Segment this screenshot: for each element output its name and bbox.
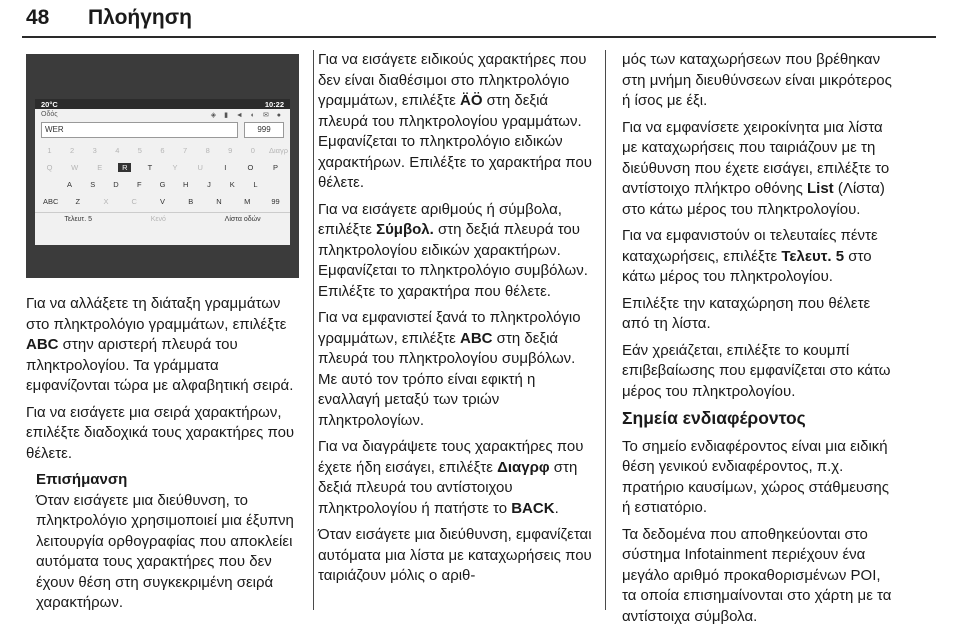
page-title: Πλοήγηση — [88, 6, 192, 29]
header-rule — [22, 36, 936, 38]
house-number-input[interactable]: 999 — [244, 122, 284, 138]
column-divider-2 — [605, 50, 606, 610]
key-5[interactable]: 5 — [137, 146, 142, 155]
key-9[interactable]: 9 — [228, 146, 233, 155]
key-διαγρ[interactable]: Διαγρ — [268, 146, 288, 155]
key-4[interactable]: 4 — [115, 146, 120, 155]
key-s[interactable]: S — [90, 180, 96, 189]
paragraph: μός των καταχωρήσεων που βρέθηκαν στη μνήμη διευθύνσεων είναι μικρότερος ή ίσος με έξι. — [622, 51, 892, 109]
column-2 — [318, 50, 596, 593]
note-body: Όταν εισάγετε μια διεύθυνση, το πληκτρολόγιο χρησιμοποιεί μια έξυπνη λειτουργία ορθογραφίας που αποκλείει αυτόματα τους χαρακτήρες που δεν έχουν θέση στη συγκεκριμένη σειρά χαρακτήρων. — [36, 491, 294, 611]
key-row-3 — [35, 193, 290, 210]
dest-label: Οδός — [41, 111, 58, 118]
key-g[interactable]: G — [159, 180, 166, 189]
paragraph: Τα δεδομένα που αποθηκεύονται στο σύστημα Infotainment περιέχουν ένα μεγάλο αριθμό προκαθορισμένων POI, τα οποία επισημαίνονται στο χάρτη με τα αντίστοιχα σύμβολα. — [622, 525, 892, 625]
key-e[interactable]: E — [97, 163, 103, 172]
key-row-1 — [35, 159, 290, 176]
paragraph: Το σημείο ενδιαφέροντος είναι μια ειδική θέση γενικού ενδιαφέροντος, π.χ. πρατήριο καυσίμων, χώρος στάθμευσης ή εστιατόριο. — [622, 437, 889, 516]
key-7[interactable]: 7 — [182, 146, 188, 155]
last-five-button[interactable]: Τελευτ. 5 — [64, 215, 92, 223]
key-r[interactable]: R — [118, 163, 131, 172]
key-q[interactable]: Q — [46, 163, 53, 172]
column-1 — [26, 294, 300, 614]
key-f[interactable]: F — [136, 180, 142, 189]
space-button[interactable]: Κενό — [150, 215, 166, 223]
key-y[interactable]: Y — [172, 163, 178, 172]
number-key-row — [35, 142, 290, 159]
column-divider-1 — [313, 50, 314, 610]
input-row — [41, 122, 284, 138]
key-h[interactable]: H — [183, 180, 189, 189]
key-z[interactable]: Z — [75, 197, 81, 206]
key-a[interactable]: A — [66, 180, 72, 189]
paragraph: Για να εισάγετε αριθμούς ή σύμβολα, επιλέξτε Σύμβολ. στη δεξιά πλευρά του πληκτρολογίου ειδικών χαρακτήρων. Εμφανίζεται το πληκτρολόγιο συμβόλων. Επιλέξτε το χαρακτήρα που θέλετε. — [318, 200, 588, 300]
paragraph: Για να εμφανίσετε χειροκίνητα μια λίστα με καταχωρήσεις που ταιριάζουν με τη διεύθυνση που έχετε εισάγει, επιλέξτε το αντίστοιχο πλήκτρο οθόνης List (Λίστα) στο κάτω μέρος του πληκτρολογίου. — [622, 118, 890, 218]
paragraph: Για να εισάγετε ειδικούς χαρακτήρες που δεν είναι διαθέσιμοι στο πληκτρολόγιο γραμμάτων, επιλέξτε ÄÖ στη δεξιά πλευρά του πληκτρολογίου γραμμάτων. Εμφανίζεται το πληκτρολόγιο ειδικών χαρακτήρων. Επιλέξτε το χαρακτήρα που θέλετε. — [318, 51, 592, 191]
status-bar — [35, 99, 290, 109]
key-2[interactable]: 2 — [70, 146, 75, 155]
page-header — [26, 6, 192, 30]
destination-row — [35, 109, 290, 120]
key-u[interactable]: U — [197, 163, 203, 172]
note-box — [36, 470, 300, 614]
page-number: 48 — [26, 6, 50, 29]
paragraph: Εάν χρειάζεται, επιλέξτε το κουμπί επιβεβαίωσης που εμφανίζεται στο κάτω μέρος του πληκτρολογίου. — [622, 341, 891, 400]
street-input[interactable]: WER — [41, 122, 238, 138]
key-i[interactable]: I — [224, 163, 227, 172]
key-row-2 — [35, 176, 290, 193]
infotainment-screen — [35, 99, 290, 245]
paragraph: Για να αλλάξετε τη διάταξη γραμμάτων στο πληκτρολόγιο γραμμάτων, επιλέξτε ABC στην αριστερή πλευρά του πληκτρολογίου. Τα γράμματα εμφανίζονται τώρα με αλφαβητική σειρά. — [26, 295, 294, 394]
key-l[interactable]: L — [253, 180, 258, 189]
key-6[interactable]: 6 — [160, 146, 165, 155]
clock: 10:22 — [264, 99, 284, 109]
key-99[interactable]: 99 — [271, 197, 280, 206]
section-heading: Σημεία ενδιαφέροντος — [622, 408, 806, 428]
key-n[interactable]: N — [216, 197, 222, 206]
key-0[interactable]: 0 — [250, 146, 255, 155]
paragraph: Επιλέξτε την καταχώρηση που θέλετε από τη λίστα. — [622, 294, 871, 332]
note-title: Επισήμανση — [36, 471, 128, 488]
paragraph: Για να εμφανιστούν οι τελευταίες πέντε καταχωρήσεις, επιλέξτε Τελευτ. 5 στο κάτω μέρος του πληκτρολογίου. — [622, 227, 878, 285]
key-8[interactable]: 8 — [205, 146, 210, 155]
key-w[interactable]: W — [71, 163, 79, 172]
key-d[interactable]: D — [113, 180, 119, 189]
key-o[interactable]: O — [247, 163, 254, 172]
key-t[interactable]: T — [147, 163, 153, 172]
key-abc[interactable]: ABC — [43, 197, 59, 206]
key-k[interactable]: K — [229, 180, 235, 189]
street-list-button[interactable]: Λίστα οδών — [224, 215, 261, 223]
key-c[interactable]: C — [131, 197, 137, 206]
paragraph: Για να εμφανιστεί ξανά το πληκτρολόγιο γραμμάτων, επιλέξτε ABC στη δεξιά πλευρά του πληκτρολογίου συμβόλων. Με αυτό τον τρόπο είναι εφικτή η εναλλαγή μεταξύ των τριών πληκτρολογίων. — [318, 309, 581, 429]
keyboard-screenshot — [26, 54, 299, 278]
temperature: 20°C — [41, 99, 58, 109]
paragraph: Όταν εισάγετε μια διεύθυνση, εμφανίζεται αυτόματα μια λίστα με καταχωρήσεις που ταιριάζουν μόλις ο αριθ- — [318, 526, 592, 584]
key-3[interactable]: 3 — [92, 146, 97, 155]
key-1[interactable]: 1 — [47, 146, 52, 155]
key-v[interactable]: V — [159, 197, 165, 206]
key-b[interactable]: B — [188, 197, 194, 206]
key-j[interactable]: J — [207, 180, 211, 189]
key-x[interactable]: X — [103, 197, 109, 206]
paragraph: Για να διαγράψετε τους χαρακτήρες που έχετε ήδη εισάγει, επιλέξτε Διαγρφ στη δεξιά πλευρά του αντίστοιχου πληκτρολογίου ή πατήστε το BACK. — [318, 438, 584, 517]
column-3 — [622, 50, 892, 633]
key-p[interactable]: P — [272, 163, 278, 172]
status-icons: ◈ ▮ ◄ ◐ ✉ ● — [210, 111, 284, 119]
paragraph: Για να εισάγετε μια σειρά χαρακτήρων, επιλέξτε διαδοχικά τους χαρακτήρες που θέλετε. — [26, 403, 295, 462]
key-m[interactable]: M — [244, 197, 251, 206]
keyboard-bottom-bar — [35, 212, 290, 225]
